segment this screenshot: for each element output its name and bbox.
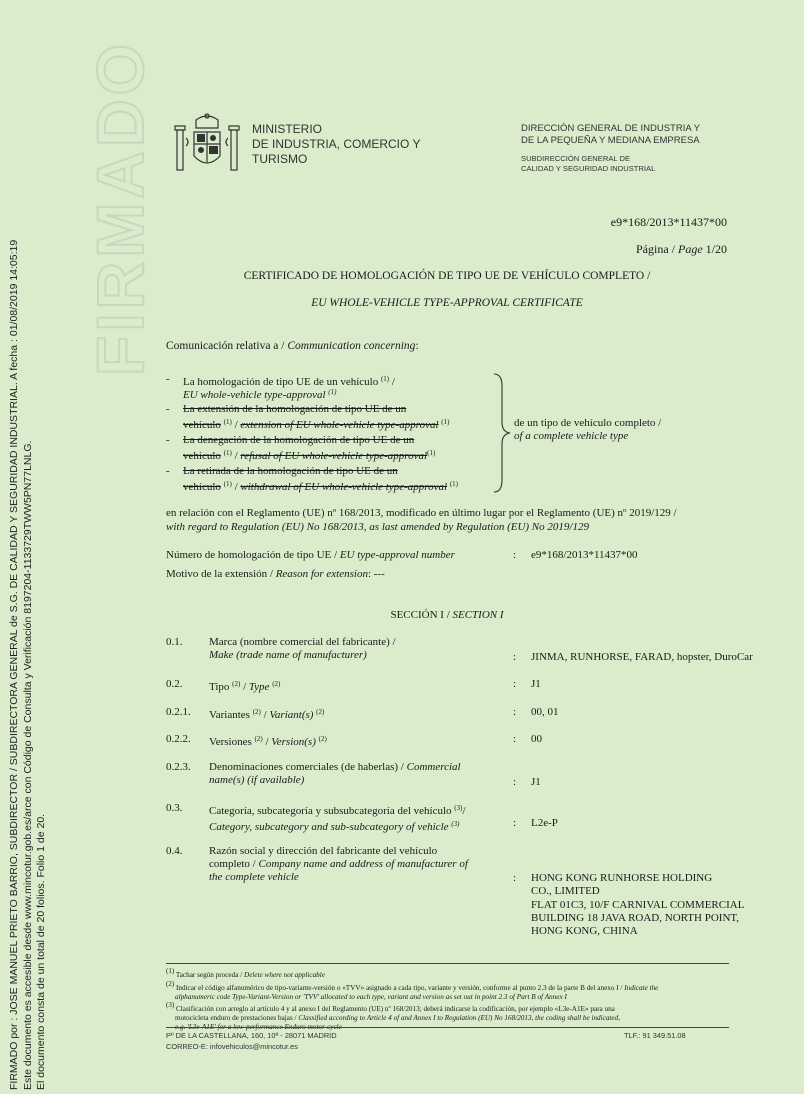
item-number: 0.2.2.: [166, 733, 191, 745]
item-number: 0.2.: [166, 678, 183, 690]
item-value: L2e-P: [531, 817, 558, 829]
item-label: Categoría, subcategoría y subsubcategoría del vehículo $^{(3)}$/ Category, subcategory and sub-subcategory of vehicle $^{(3)}$: [209, 804, 466, 833]
footnote-divider: [166, 963, 729, 964]
brace-icon: [490, 372, 512, 494]
footer-divider: [166, 1027, 729, 1028]
item-value: JINMA, RUNHORSE, FARAD, hopster, DuroCar: [531, 651, 753, 663]
option-refusal: - La denegación de la homologación de tipo UE de un vehículo $^{(1)}$ / refusal of EU whole-vehicle type-approval$^{(1)}$: [166, 434, 436, 462]
firmado-watermark: FIRMADO: [83, 40, 157, 376]
document-number: e9*168/2013*11437*00: [610, 215, 727, 229]
item-label: Razón social y dirección del fabricante del vehículo completo / Company name and address of manufacturer of the complete vehicle: [209, 845, 468, 883]
verification-line: Este documento es accesible desde www.mincotur.gob.es/arce con Código de Consulta y Verificación 8197204-1133729TWW5PN77LNLG.: [22, 440, 34, 1090]
directorate-name: DIRECCIÓN GENERAL DE INDUSTRIA Y DE LA PEQUEÑA Y MEDIANA EMPRESA: [521, 123, 700, 146]
item-number: 0.3.: [166, 802, 183, 814]
item-number: 0.2.3.: [166, 761, 191, 773]
item-number: 0.4.: [166, 845, 183, 857]
footer-phone: TLF.: 91 349.51.08: [624, 1031, 686, 1040]
title-es: CERTIFICADO DE HOMOLOGACIÓN DE TIPO UE DE VEHÍCULO COMPLETO /: [243, 270, 651, 282]
coat-of-arms-icon: [174, 112, 240, 178]
signature-line-1: FIRMADO por : JOSE MANUEL PRIETO BARRIO, SUBDIRECTOR / SUBDIRECTORA GENERAL de S.G. DE CALIDAD Y SEGURIDAD INDUSTRIAL. A fecha : 01/08/2019 14:05:19: [8, 239, 20, 1090]
footnotes: $^{(1)}$ Tachar según proceda / Delete where not applicable $^{(2)}$ Indicar el código alfanumérico de tipo-variante-versión o «TVV» asignado a cada tipo, variante y versión, conforme al punto 2.3 de la parte B del anexo I / Indicate the alphanumeric code Type-Variant-Version or 'TVV' allocated to each type, variant and version as set out in point 2.3 of Part B of Annex I $^{(3)}$ Clasificación con arreglo al artículo 4 y al anexo I del Reglamento (UE) nº 168/2013; deberá indicarse la codificación, por ejemplo «L3e-A1E» para una motocicleta enduro de prestaciones bajas / Classified according to Article 4 of and Annex I to Regulation (EU) No 168/2013, the coding shall be indicated,: [166, 967, 659, 1023]
folio-line: El documento consta de un total de 20 folios. Folio 1 de 20.: [35, 813, 47, 1090]
option-withdrawal: - La retirada de la homologación de tipo UE de un vehículo $^{(1)}$ / withdrawal of EU whole-vehicle type-approval $^{(1)}$: [166, 465, 459, 493]
item-number: 0.1.: [166, 636, 183, 648]
item-label: Marca (nombre comercial del fabricante) / Make (trade name of manufacturer): [209, 636, 396, 661]
item-label: Versiones $^{(2)}$ / Version(s) $^{(2)}$: [209, 735, 327, 748]
regulation-text: en relación con el Reglamento (UE) nº 168/2013, modificado en último lugar por el Reglamento (UE) nº 2019/129 / with regard to Regulation (EU) No 168/2013, as last amended by Regulation (EU) No 2019/129: [166, 507, 677, 533]
communication-label: Comunicación relativa a / Communication concerning:: [166, 340, 419, 352]
item-value: J1: [531, 678, 541, 690]
approval-number-label: Número de homologación de tipo UE / EU type-approval number: [166, 549, 455, 561]
subdirectorate-name: SUBDIRECCIÓN GENERAL DE CALIDAD Y SEGURIDAD INDUSTRIAL: [521, 154, 656, 173]
footer-email: CORREO-E: infovehiculos@mincotur.es: [166, 1042, 298, 1051]
manufacturer-address: HONG KONG RUNHORSE HOLDING CO., LIMITED FLAT 01C3, 10/F CARNIVAL COMMERCIAL BUILDING 18 JAVA ROAD, NORTH POINT, HONG KONG, CHINA: [531, 872, 745, 938]
footer-address: Pº DE LA CASTELLANA, 160, 10ª - 28071 MADRID: [166, 1031, 337, 1040]
item-value: 00: [531, 733, 542, 745]
item-value: 00, 01: [531, 706, 559, 718]
option-homologation: - La homologación de tipo UE de un vehículo $^{(1)}$ / EU whole-vehicle type-approval $^{(1)}$: [166, 373, 395, 401]
signature-band: [0, 0, 48, 1094]
item-value: J1: [531, 776, 541, 788]
options-list: [166, 373, 486, 495]
option-extension: - La extensión de la homologación de tipo UE de un vehículo $^{(1)}$ / extension of EU whole-vehicle type-approval $^{(1)}$: [166, 403, 450, 431]
ministry-name: MINISTERIO DE INDUSTRIA, COMERCIO Y TURISMO: [252, 122, 421, 166]
approval-number-value: e9*168/2013*11437*00: [531, 549, 638, 561]
brace-text: de un tipo de vehículo completo / of a complete vehicle type: [514, 417, 662, 442]
page-indicator: Página / Page 1/20: [636, 242, 727, 256]
item-number: 0.2.1.: [166, 706, 191, 718]
extension-reason: Motivo de la extensión / Reason for extension: ---: [166, 568, 385, 580]
item-label: Denominaciones comerciales (de haberlas) / Commercial name(s) (if available): [209, 761, 461, 786]
section-title: SECCIÓN I / SECTION I: [390, 609, 504, 621]
item-label: Tipo $^{(2)}$ / Type $^{(2)}$: [209, 680, 281, 693]
item-label: Variantes $^{(2)}$ / Variant(s) $^{(2)}$: [209, 708, 325, 721]
title-en: EU WHOLE-VEHICLE TYPE-APPROVAL CERTIFICATE: [311, 297, 583, 309]
